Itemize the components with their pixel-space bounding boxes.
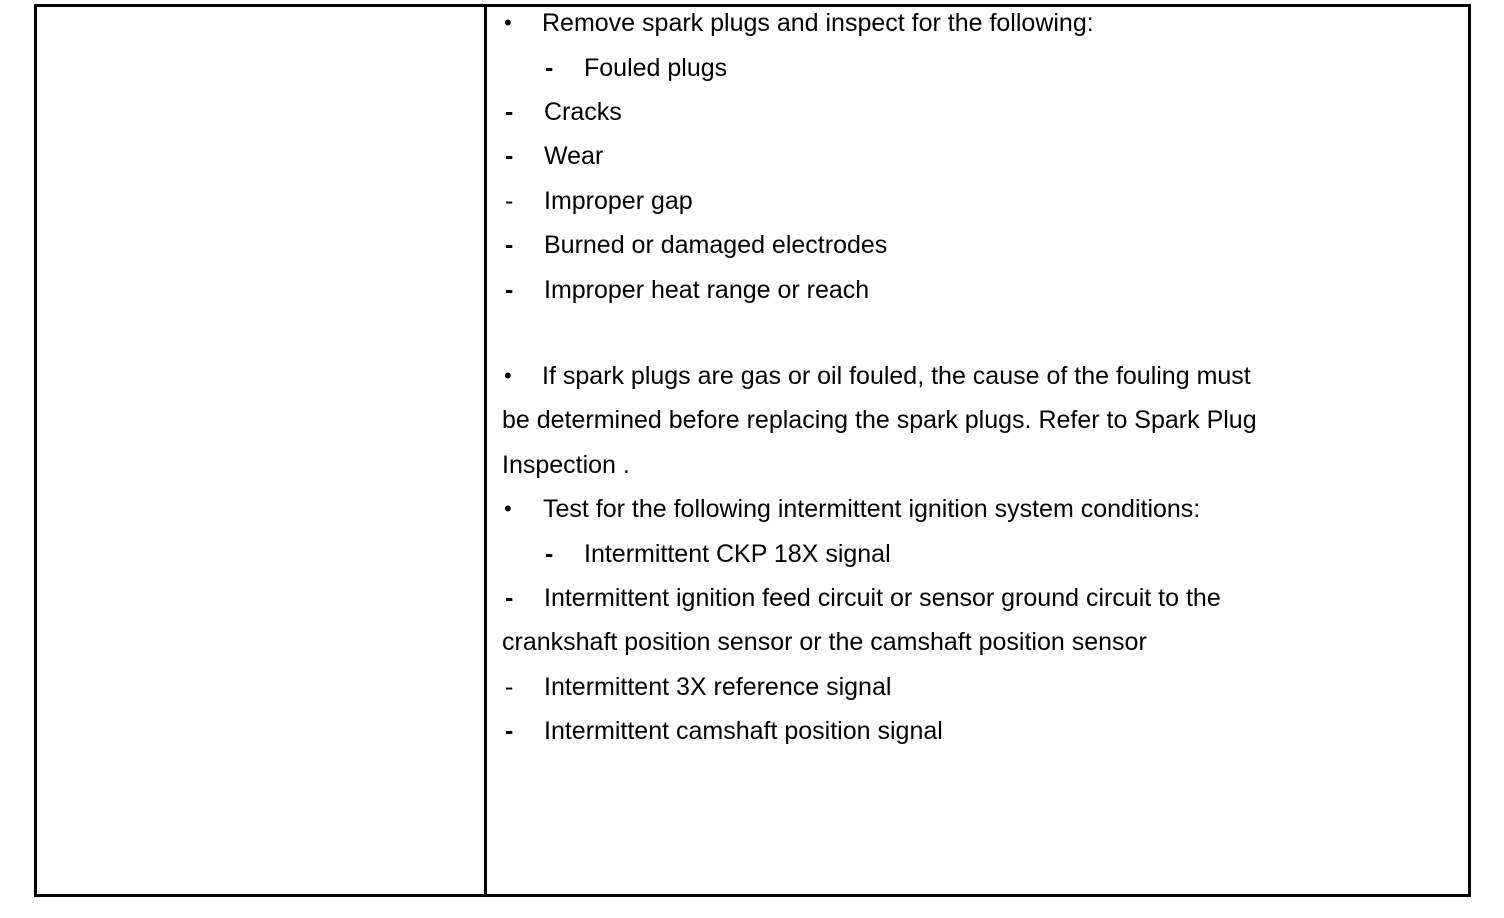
- dash-marker: -: [505, 142, 514, 170]
- list-item: Improper heat range or reach: [544, 276, 870, 304]
- list-item: Burned or damaged electrodes: [544, 231, 888, 259]
- column-divider: [484, 4, 487, 897]
- list-item: Remove spark plugs and inspect for the following:: [542, 9, 1094, 37]
- list-item-continuation: be determined before replacing the spark plugs. Refer to Spark Plug: [502, 406, 1257, 434]
- dash-marker: -: [505, 584, 514, 612]
- list-item: Intermittent CKP 18X signal: [584, 540, 891, 568]
- bullet-marker: •: [504, 496, 512, 521]
- list-item: Intermittent 3X reference signal: [544, 673, 892, 701]
- bullet-marker: •: [504, 10, 512, 35]
- list-item: Intermittent ignition feed circuit or sensor ground circuit to the: [544, 584, 1221, 612]
- dash-marker: -: [545, 54, 554, 82]
- list-item: Test for the following intermittent ignition system conditions:: [543, 495, 1201, 523]
- bullet-marker: •: [504, 363, 512, 388]
- list-item: Cracks: [544, 98, 622, 126]
- dash-marker: -: [505, 276, 514, 304]
- table-frame: [34, 4, 1471, 897]
- list-item: Improper gap: [544, 187, 693, 215]
- left-cell: [40, 10, 480, 30]
- dash-marker: -: [505, 187, 514, 215]
- list-item: Wear: [544, 142, 604, 170]
- list-item-continuation: Inspection .: [502, 451, 630, 479]
- list-item: Intermittent camshaft position signal: [544, 717, 943, 745]
- dash-marker: -: [505, 98, 514, 126]
- list-item-continuation: crankshaft position sensor or the camshaft position sensor: [502, 628, 1147, 656]
- dash-marker: -: [545, 540, 554, 568]
- dash-marker: -: [505, 717, 514, 745]
- dash-marker: -: [505, 231, 514, 259]
- list-item: If spark plugs are gas or oil fouled, the cause of the fouling must: [542, 362, 1251, 390]
- dash-marker: -: [505, 673, 514, 701]
- list-item: Fouled plugs: [584, 54, 728, 82]
